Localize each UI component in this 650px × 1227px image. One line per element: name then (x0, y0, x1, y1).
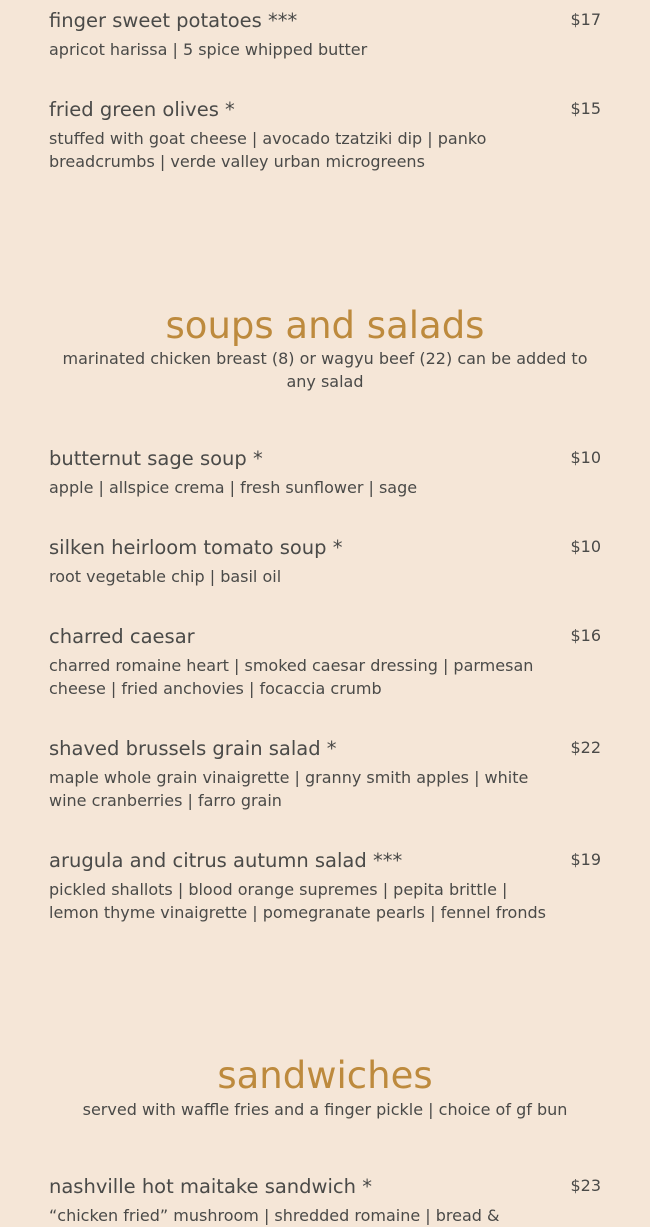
item-name: silken heirloom tomato soup * (49, 536, 343, 559)
item-description: charred romaine heart | smoked caesar dressing | parmesan cheese | fried anchovies | focaccia crumb (49, 656, 534, 698)
item-description: pickled shallots | blood orange supremes | pepita brittle | lemon thyme vinaigrette | pomegranate pearls | fennel fronds (49, 880, 546, 922)
section-note: served with waffle fries and a finger pickle | choice of gf bun (82, 1100, 568, 1119)
item-name: fried green olives * (49, 98, 235, 121)
item-name: nashville hot maitake sandwich * (49, 1175, 372, 1198)
item-price: $23 (570, 1176, 601, 1195)
item-description: “chicken fried” mushroom | shredded romaine | bread & (49, 1206, 500, 1225)
section-title-sandwiches: sandwiches (217, 1054, 433, 1097)
section-title-soups-and-salads: soups and salads (165, 304, 485, 347)
section-note: marinated chicken breast (8) or wagyu beef (22) can be added to any salad (62, 349, 588, 391)
item-price: $15 (570, 99, 601, 118)
item-description: apricot harissa | 5 spice whipped butter (49, 40, 368, 59)
item-description: apple | allspice crema | fresh sunflower | sage (49, 478, 418, 497)
item-description: stuffed with goat cheese | avocado tzatziki dip | panko breadcrumbs | verde valley urban microgreens (49, 129, 487, 171)
item-price: $10 (570, 537, 601, 556)
item-price: $17 (570, 10, 601, 29)
item-price: $19 (570, 850, 601, 869)
item-name: charred caesar (49, 625, 195, 648)
item-name: arugula and citrus autumn salad *** (49, 849, 403, 872)
item-name: shaved brussels grain salad * (49, 737, 337, 760)
item-price: $10 (570, 448, 601, 467)
item-description: maple whole grain vinaigrette | granny smith apples | white wine cranberries | farro grain (49, 768, 529, 810)
item-description: root vegetable chip | basil oil (49, 567, 282, 586)
item-name: finger sweet potatoes *** (49, 9, 298, 32)
item-price: $16 (570, 626, 601, 645)
item-price: $22 (570, 738, 601, 757)
item-name: butternut sage soup * (49, 447, 263, 470)
